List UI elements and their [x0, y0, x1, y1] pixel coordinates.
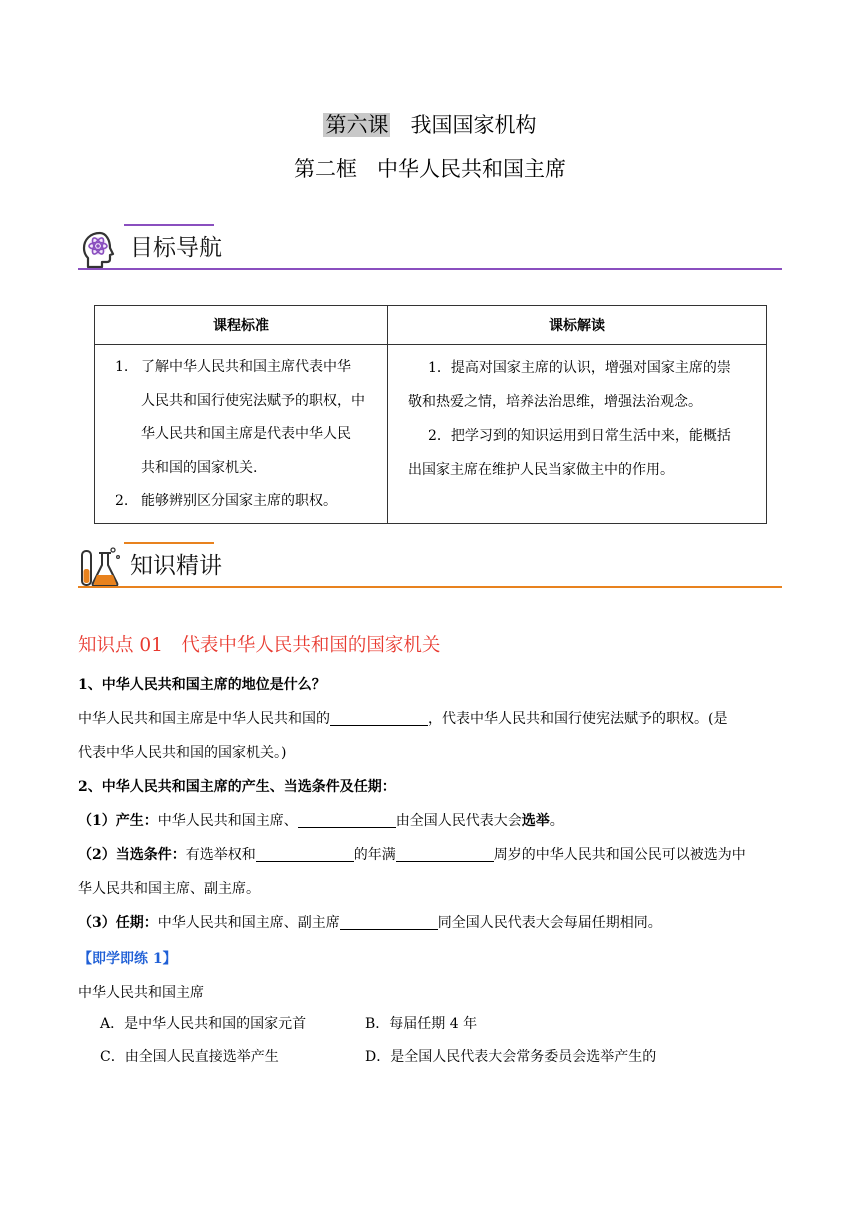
- section-knowledge-rule: [78, 586, 782, 588]
- question-2: 2、中华人民共和国主席的产生、当选条件及任期：: [78, 779, 396, 795]
- frame-name: 中华人民共和国主席: [377, 157, 567, 181]
- option-b[interactable]: B．每届任期 4 年: [365, 1016, 478, 1032]
- interpretation-cell: [388, 345, 767, 524]
- section-goals-rule: [78, 268, 782, 270]
- interpretation-item-2: 2．把学习到的知识运用到日常生活中来，能概括 出国家主席在维护人民当家做主中的作用。: [408, 428, 731, 478]
- section-knowledge-header: [78, 545, 782, 589]
- option-d[interactable]: D．是全国人民代表大会常务委员会选举产生的: [365, 1049, 657, 1065]
- lesson-title: [0, 110, 860, 140]
- standard-item-2: 2. 能够辨别区分国家主席的职权。: [115, 493, 337, 509]
- fill-blank: [298, 811, 396, 828]
- lab-flask-icon: [78, 545, 122, 589]
- interpretation-item-1: 1．提高对国家主席的认识，增强对国家主席的崇 敬和热爱之情，培养法治思维，增强法治观念。: [408, 360, 731, 410]
- brain-atom-icon: [78, 227, 122, 271]
- section-knowledge-label: 知识精讲: [130, 553, 222, 579]
- knowledge-point-title: 知识点 01 代表中华人民共和国的国家机关: [78, 635, 441, 656]
- question-1-answer-cont: 代表中华人民共和国的国家机关。): [78, 745, 287, 761]
- point-term: （3）任期：中华人民共和国主席、副主席 同全国人民代表大会每届任期相同。: [78, 915, 662, 931]
- section-knowledge-topline: [124, 542, 214, 544]
- fill-blank: [396, 845, 494, 862]
- fill-blank: [340, 913, 438, 930]
- option-c[interactable]: C．由全国人民直接选举产生: [100, 1049, 279, 1065]
- question-1-answer: 中华人民共和国主席是中华人民共和国的 ，代表中华人民共和国行使宪法赋予的职权。(是: [78, 711, 728, 727]
- lesson-name: 我国国家机构: [410, 113, 537, 137]
- question-1: 1、中华人民共和国主席的地位是什么？: [78, 677, 326, 693]
- section-goals-topline: [124, 224, 214, 226]
- point-eligibility-cont: 华人民共和国主席、副主席。: [78, 881, 260, 897]
- lesson-number: 第六课: [325, 113, 389, 137]
- section-goals-header: [78, 227, 782, 271]
- frame-title: [0, 154, 860, 184]
- option-a[interactable]: A．是中华人民共和国的国家元首: [100, 1016, 307, 1032]
- exercise-label: 【即学即练 1】: [78, 951, 177, 967]
- table-header-interpretation: 课标解读: [388, 306, 767, 345]
- exercise-stem: 中华人民共和国主席: [78, 985, 204, 1001]
- standards-table: [94, 305, 767, 524]
- section-goals-label: 目标导航: [130, 235, 222, 261]
- fill-blank: [330, 709, 428, 726]
- table-header-standards: 课程标准: [95, 306, 388, 345]
- frame-number: 第二框: [293, 157, 357, 181]
- standard-item-1: 1. 了解中华人民共和国主席代表中华 人民共和国行使宪法赋予的职权，中 华人民共和国主席是代表中华人民 共和国的国家机关.: [115, 359, 365, 476]
- fill-blank: [256, 845, 354, 862]
- point-production: （1）产生：中华人民共和国主席、 由全国人民代表大会选举。: [78, 813, 564, 829]
- standards-cell: [95, 345, 388, 524]
- point-eligibility: （2）当选条件：有选举权和 的年满 周岁的中华人民共和国公民可以被选为中: [78, 847, 746, 863]
